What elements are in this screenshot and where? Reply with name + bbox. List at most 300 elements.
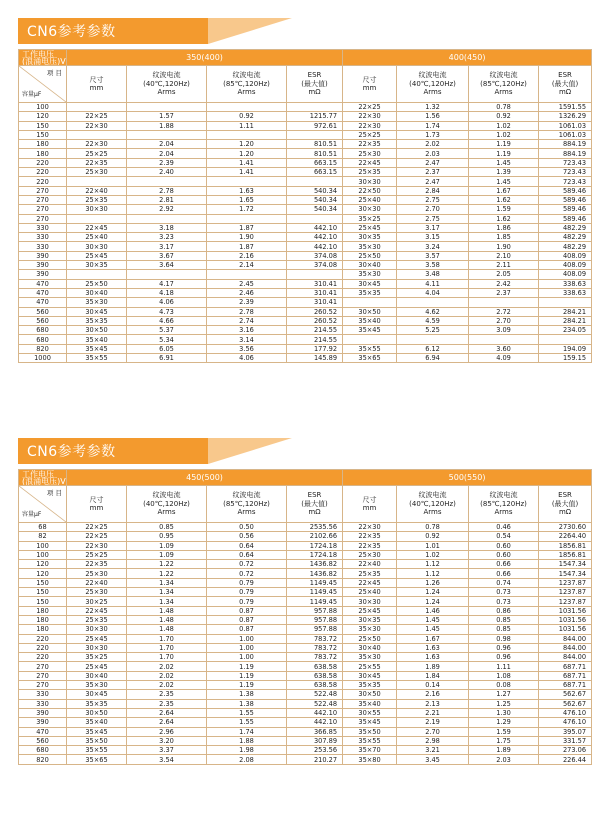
- size-cell: 22×30: [343, 112, 397, 121]
- ripple-40-cell: 2.37: [397, 168, 469, 177]
- table-row: [19, 578, 592, 587]
- capacitance-cell: 330: [19, 242, 67, 251]
- esr-cell: [539, 298, 592, 307]
- table-row: [19, 112, 592, 121]
- table-row: [19, 251, 592, 260]
- ripple-85-cell: 1.88: [207, 736, 287, 745]
- capacitance-cell: 390: [19, 261, 67, 270]
- esr-cell: 214.55: [287, 326, 343, 335]
- size-cell: 25×25: [343, 130, 397, 139]
- header-ripple-40: 纹波电流 (40℃,120Hz) Arms: [397, 486, 469, 523]
- ripple-40-cell: 1.46: [397, 606, 469, 615]
- ripple-40-cell: 3.21: [397, 746, 469, 755]
- esr-cell: 307.89: [287, 736, 343, 745]
- size-cell: 35×50: [67, 736, 127, 745]
- esr-cell: 723.43: [539, 168, 592, 177]
- table-row: [19, 606, 592, 615]
- esr-cell: 1149.45: [287, 588, 343, 597]
- table-row: [19, 326, 592, 335]
- ripple-85-cell: 1.65: [207, 195, 287, 204]
- ripple-40-cell: 3.20: [127, 736, 207, 745]
- spec-table: [18, 49, 592, 363]
- ripple-85-cell: [207, 270, 287, 279]
- esr-cell: 159.15: [539, 354, 592, 363]
- ripple-40-cell: 1.89: [397, 662, 469, 671]
- ripple-85-cell: 0.92: [469, 112, 539, 121]
- esr-cell: 226.44: [539, 755, 592, 764]
- size-cell: 35×35: [343, 681, 397, 690]
- ripple-40-cell: 2.40: [127, 168, 207, 177]
- item-label: 项 目: [46, 489, 62, 497]
- table-row: [19, 662, 592, 671]
- capacitance-cell: 220: [19, 177, 67, 186]
- ripple-40-cell: 3.48: [397, 270, 469, 279]
- size-cell: 30×55: [343, 708, 397, 717]
- capacitance-cell: 680: [19, 746, 67, 755]
- capacitance-cell: 560: [19, 736, 67, 745]
- esr-cell: 540.34: [287, 205, 343, 214]
- ripple-85-cell: 0.72: [207, 569, 287, 578]
- esr-cell: 2535.56: [287, 523, 343, 532]
- ripple-40-cell: 2.75: [397, 214, 469, 223]
- ripple-85-cell: 0.73: [469, 597, 539, 606]
- ripple-40-cell: 2.64: [127, 708, 207, 717]
- ripple-85-cell: 1.67: [469, 186, 539, 195]
- capacitance-cell: 390: [19, 270, 67, 279]
- ripple-40-cell: 1.88: [127, 121, 207, 130]
- header-ripple-85: 纹波电流 (85℃,120Hz) Arms: [469, 486, 539, 523]
- size-cell: 25×30: [343, 149, 397, 158]
- header-ripple-85: 纹波电流 (85℃,120Hz) Arms: [207, 486, 287, 523]
- section-1: [18, 18, 591, 363]
- size-cell: 35×40: [343, 316, 397, 325]
- header-ripple-85: 纹波电流 (85℃,120Hz) Arms: [469, 66, 539, 103]
- esr-cell: 442.10: [287, 242, 343, 251]
- esr-cell: 1436.82: [287, 569, 343, 578]
- capacitance-cell: 820: [19, 755, 67, 764]
- ripple-85-cell: 1.45: [469, 158, 539, 167]
- table-row: [19, 186, 592, 195]
- ripple-85-cell: 0.92: [207, 112, 287, 121]
- table-row: [19, 261, 592, 270]
- esr-cell: 408.09: [539, 251, 592, 260]
- ripple-85-cell: 1.55: [207, 708, 287, 717]
- esr-cell: 638.58: [287, 671, 343, 680]
- ripple-85-cell: 0.50: [207, 523, 287, 532]
- ripple-85-cell: 3.14: [207, 335, 287, 344]
- voltage-group: 400(450): [343, 50, 592, 66]
- table-row: [19, 690, 592, 699]
- capacitance-cell: 1000: [19, 354, 67, 363]
- size-cell: 35×55: [67, 746, 127, 755]
- ripple-40-cell: 2.78: [127, 186, 207, 195]
- ripple-85-cell: 0.86: [469, 606, 539, 615]
- ripple-85-cell: [469, 298, 539, 307]
- esr-cell: 442.10: [287, 233, 343, 242]
- capacitance-cell: 180: [19, 615, 67, 624]
- ripple-85-cell: 0.56: [207, 532, 287, 541]
- esr-cell: 562.67: [539, 690, 592, 699]
- ripple-85-cell: 1.20: [207, 149, 287, 158]
- size-cell: 30×30: [67, 643, 127, 652]
- esr-cell: 1061.03: [539, 130, 592, 139]
- ripple-40-cell: 3.57: [397, 251, 469, 260]
- header-esr: ESR (最大值) mΩ: [539, 66, 592, 103]
- capacitance-cell: 270: [19, 671, 67, 680]
- ripple-85-cell: 1.02: [469, 130, 539, 139]
- ripple-40-cell: 5.37: [127, 326, 207, 335]
- ripple-40-cell: 3.15: [397, 233, 469, 242]
- ripple-40-cell: 1.73: [397, 130, 469, 139]
- size-cell: 22×30: [67, 140, 127, 149]
- table-row: [19, 653, 592, 662]
- ripple-85-cell: [207, 214, 287, 223]
- esr-cell: 260.52: [287, 307, 343, 316]
- ripple-85-cell: 1.39: [469, 168, 539, 177]
- ripple-85-cell: 2.78: [207, 307, 287, 316]
- size-cell: 30×45: [67, 690, 127, 699]
- capacitance-cell: 270: [19, 205, 67, 214]
- size-cell: 35×55: [343, 344, 397, 353]
- capacitance-cell: 330: [19, 233, 67, 242]
- esr-cell: 589.46: [539, 205, 592, 214]
- esr-cell: 482.29: [539, 223, 592, 232]
- ripple-85-cell: 2.14: [207, 261, 287, 270]
- esr-cell: 522.48: [287, 690, 343, 699]
- size-cell: 35×35: [67, 316, 127, 325]
- ripple-85-cell: 0.79: [207, 588, 287, 597]
- size-cell: 22×40: [343, 560, 397, 569]
- ripple-85-cell: 0.60: [469, 541, 539, 550]
- size-cell: 35×30: [343, 270, 397, 279]
- esr-cell: 589.46: [539, 195, 592, 204]
- esr-cell: 177.92: [287, 344, 343, 353]
- ripple-40-cell: 2.47: [397, 158, 469, 167]
- ripple-40-cell: 4.73: [127, 307, 207, 316]
- table-row: [19, 736, 592, 745]
- ripple-40-cell: 3.17: [127, 242, 207, 251]
- ripple-40-cell: 2.16: [397, 690, 469, 699]
- size-cell: 35×45: [67, 727, 127, 736]
- ripple-40-cell: 0.14: [397, 681, 469, 690]
- ripple-85-cell: 1.87: [207, 242, 287, 251]
- ripple-85-cell: 1.27: [469, 690, 539, 699]
- size-cell: 35×30: [67, 298, 127, 307]
- size-cell: 35×45: [67, 344, 127, 353]
- table-body: [19, 523, 592, 765]
- esr-cell: 844.00: [539, 653, 592, 662]
- capacitance-cell: 180: [19, 625, 67, 634]
- size-cell: 30×45: [343, 279, 397, 288]
- esr-cell: 1237.87: [539, 578, 592, 587]
- section-title: CN6参考参数: [27, 444, 116, 460]
- ripple-85-cell: 2.03: [469, 755, 539, 764]
- size-cell: 25×35: [343, 569, 397, 578]
- ripple-40-cell: 4.17: [127, 279, 207, 288]
- table-row: [19, 569, 592, 578]
- ripple-85-cell: 1.30: [469, 708, 539, 717]
- ripple-40-cell: 1.34: [127, 588, 207, 597]
- esr-cell: 284.21: [539, 307, 592, 316]
- ripple-40-cell: 1.70: [127, 643, 207, 652]
- ripple-85-cell: 1.11: [469, 662, 539, 671]
- ripple-85-cell: 1.98: [207, 746, 287, 755]
- ripple-40-cell: 1.45: [397, 615, 469, 624]
- ripple-40-cell: 1.22: [127, 560, 207, 569]
- capacitance-cell: 330: [19, 223, 67, 232]
- size-cell: 22×35: [343, 140, 397, 149]
- esr-cell: 687.71: [539, 662, 592, 671]
- size-cell: 35×65: [343, 354, 397, 363]
- size-cell: 25×50: [343, 251, 397, 260]
- table-row: [19, 625, 592, 634]
- ripple-85-cell: 0.79: [207, 597, 287, 606]
- esr-cell: 374.08: [287, 261, 343, 270]
- esr-cell: 284.21: [539, 316, 592, 325]
- esr-cell: 687.71: [539, 671, 592, 680]
- esr-cell: [287, 177, 343, 186]
- esr-cell: 260.52: [287, 316, 343, 325]
- ripple-40-cell: 1.84: [397, 671, 469, 680]
- corner-cell: [19, 66, 67, 103]
- capacitance-cell: 560: [19, 307, 67, 316]
- capacitance-cell: 390: [19, 251, 67, 260]
- ripple-85-cell: 1.00: [207, 634, 287, 643]
- esr-cell: 2730.60: [539, 523, 592, 532]
- esr-cell: 408.09: [539, 270, 592, 279]
- ripple-85-cell: 1.00: [207, 653, 287, 662]
- table-row: [19, 532, 592, 541]
- capacitance-cell: 270: [19, 214, 67, 223]
- esr-cell: 310.41: [287, 298, 343, 307]
- esr-cell: [539, 335, 592, 344]
- esr-cell: 1856.81: [539, 541, 592, 550]
- esr-cell: 1149.45: [287, 578, 343, 587]
- size-cell: 25×30: [67, 569, 127, 578]
- ripple-85-cell: 3.56: [207, 344, 287, 353]
- ripple-40-cell: 1.48: [127, 606, 207, 615]
- size-cell: 35×70: [343, 746, 397, 755]
- ripple-85-cell: 1.38: [207, 699, 287, 708]
- esr-cell: 638.58: [287, 662, 343, 671]
- ripple-85-cell: 2.70: [469, 316, 539, 325]
- ripple-85-cell: 0.74: [469, 578, 539, 587]
- size-cell: 30×30: [343, 205, 397, 214]
- ripple-40-cell: 4.18: [127, 288, 207, 297]
- capacitance-cell: 220: [19, 634, 67, 643]
- size-cell: 30×40: [67, 671, 127, 680]
- capacitance-cell: 470: [19, 727, 67, 736]
- size-cell: 30×25: [67, 597, 127, 606]
- capacitance-cell: 120: [19, 569, 67, 578]
- voltage-group: 350(400): [67, 50, 343, 66]
- esr-cell: 210.27: [287, 755, 343, 764]
- capacitance-cell: 180: [19, 606, 67, 615]
- voltage-label: 工作电压 (浪涌电压)V: [19, 470, 67, 486]
- ripple-85-cell: 0.85: [469, 615, 539, 624]
- size-cell: [67, 130, 127, 139]
- table-row: [19, 205, 592, 214]
- size-cell: 25×55: [343, 662, 397, 671]
- voltage-group: 500(550): [343, 470, 592, 486]
- size-cell: 22×30: [343, 523, 397, 532]
- table-row: [19, 541, 592, 550]
- size-cell: [67, 103, 127, 112]
- size-cell: 25×25: [67, 550, 127, 559]
- section-banner: [18, 18, 292, 44]
- size-cell: 30×30: [343, 177, 397, 186]
- size-cell: 22×45: [343, 158, 397, 167]
- ripple-85-cell: 1.90: [469, 242, 539, 251]
- size-cell: 25×50: [67, 279, 127, 288]
- ripple-85-cell: 1.89: [469, 746, 539, 755]
- ripple-40-cell: 1.34: [127, 597, 207, 606]
- ripple-85-cell: 1.20: [207, 140, 287, 149]
- section-banner: [18, 438, 292, 464]
- capacitance-cell: 68: [19, 523, 67, 532]
- section-title: CN6参考参数: [27, 24, 116, 40]
- ripple-40-cell: 2.96: [127, 727, 207, 736]
- size-cell: 25×30: [343, 550, 397, 559]
- esr-cell: 442.10: [287, 718, 343, 727]
- header-esr: ESR (最大值) mΩ: [287, 486, 343, 523]
- ripple-40-cell: 2.84: [397, 186, 469, 195]
- table-row: [19, 307, 592, 316]
- capacity-label: 容量μF: [22, 90, 42, 98]
- ripple-85-cell: 1.29: [469, 718, 539, 727]
- size-cell: 35×35: [343, 288, 397, 297]
- table-row: [19, 270, 592, 279]
- ripple-85-cell: 1.75: [469, 736, 539, 745]
- ripple-40-cell: 1.02: [397, 550, 469, 559]
- header-esr: ESR (最大值) mΩ: [287, 66, 343, 103]
- ripple-85-cell: 1.62: [469, 195, 539, 204]
- size-cell: 22×40: [67, 578, 127, 587]
- esr-cell: [287, 270, 343, 279]
- size-cell: 25×45: [343, 223, 397, 232]
- esr-cell: 1326.29: [539, 112, 592, 121]
- size-cell: 35×25: [343, 214, 397, 223]
- esr-cell: 957.88: [287, 625, 343, 634]
- ripple-85-cell: 1.55: [207, 718, 287, 727]
- esr-cell: [287, 214, 343, 223]
- ripple-40-cell: 2.04: [127, 149, 207, 158]
- size-cell: [67, 177, 127, 186]
- table-row: [19, 279, 592, 288]
- size-cell: 25×50: [343, 634, 397, 643]
- size-cell: 35×40: [343, 699, 397, 708]
- table-row: [19, 727, 592, 736]
- table-row: [19, 168, 592, 177]
- table-row: [19, 223, 592, 232]
- header-esr: ESR (最大值) mΩ: [539, 486, 592, 523]
- ripple-85-cell: 2.11: [469, 261, 539, 270]
- table-row: [19, 755, 592, 764]
- ripple-85-cell: 2.72: [469, 307, 539, 316]
- ripple-85-cell: 0.96: [469, 653, 539, 662]
- esr-cell: [287, 130, 343, 139]
- capacitance-cell: 120: [19, 112, 67, 121]
- ripple-85-cell: 0.64: [207, 541, 287, 550]
- capacitance-cell: 270: [19, 186, 67, 195]
- ripple-85-cell: 2.10: [469, 251, 539, 260]
- ripple-85-cell: 1.00: [207, 643, 287, 652]
- ripple-85-cell: 2.37: [469, 288, 539, 297]
- size-cell: 22×25: [67, 112, 127, 121]
- ripple-85-cell: 1.85: [469, 233, 539, 242]
- size-cell: 30×45: [343, 671, 397, 680]
- table-row: [19, 597, 592, 606]
- ripple-40-cell: 4.11: [397, 279, 469, 288]
- capacitance-cell: 82: [19, 532, 67, 541]
- ripple-40-cell: 2.39: [127, 158, 207, 167]
- size-cell: 22×25: [67, 532, 127, 541]
- esr-cell: 310.41: [287, 288, 343, 297]
- size-cell: 30×50: [67, 708, 127, 717]
- ripple-40-cell: 1.67: [397, 634, 469, 643]
- table-row: [19, 699, 592, 708]
- esr-cell: 884.19: [539, 140, 592, 149]
- ripple-40-cell: 6.05: [127, 344, 207, 353]
- esr-cell: 589.46: [539, 214, 592, 223]
- esr-cell: 338.63: [539, 288, 592, 297]
- size-cell: 35×55: [343, 736, 397, 745]
- ripple-40-cell: [127, 103, 207, 112]
- ripple-85-cell: 0.87: [207, 615, 287, 624]
- esr-cell: 1061.03: [539, 121, 592, 130]
- ripple-85-cell: 3.09: [469, 326, 539, 335]
- header-size: 尺寸 mm: [67, 486, 127, 523]
- esr-cell: 2264.40: [539, 532, 592, 541]
- esr-cell: 783.72: [287, 653, 343, 662]
- esr-cell: 1591.55: [539, 103, 592, 112]
- esr-cell: 1215.77: [287, 112, 343, 121]
- esr-cell: 884.19: [539, 149, 592, 158]
- size-cell: 25×45: [67, 251, 127, 260]
- ripple-40-cell: 1.74: [397, 121, 469, 130]
- capacitance-cell: 560: [19, 316, 67, 325]
- ripple-40-cell: 2.02: [127, 662, 207, 671]
- esr-cell: 723.43: [539, 158, 592, 167]
- ripple-40-cell: 3.58: [397, 261, 469, 270]
- esr-cell: 395.07: [539, 727, 592, 736]
- ripple-40-cell: 2.03: [397, 149, 469, 158]
- esr-cell: 273.06: [539, 746, 592, 755]
- ripple-85-cell: 0.78: [469, 103, 539, 112]
- esr-cell: 723.43: [539, 177, 592, 186]
- capacitance-cell: 470: [19, 279, 67, 288]
- table-row: [19, 233, 592, 242]
- table-row: [19, 681, 592, 690]
- table-row: [19, 550, 592, 559]
- ripple-40-cell: 3.67: [127, 251, 207, 260]
- size-cell: 25×40: [67, 233, 127, 242]
- table-row: [19, 344, 592, 353]
- size-cell: 30×50: [67, 326, 127, 335]
- esr-cell: 1724.18: [287, 541, 343, 550]
- size-cell: 30×35: [67, 261, 127, 270]
- esr-cell: 957.88: [287, 606, 343, 615]
- ripple-40-cell: 1.09: [127, 550, 207, 559]
- capacitance-cell: 150: [19, 578, 67, 587]
- size-cell: 30×40: [343, 261, 397, 270]
- item-label: 项 目: [46, 69, 62, 77]
- ripple-40-cell: 1.09: [127, 541, 207, 550]
- header-ripple-40: 纹波电流 (40℃,120Hz) Arms: [127, 486, 207, 523]
- ripple-85-cell: [469, 335, 539, 344]
- ripple-40-cell: 2.19: [397, 718, 469, 727]
- esr-cell: 310.41: [287, 279, 343, 288]
